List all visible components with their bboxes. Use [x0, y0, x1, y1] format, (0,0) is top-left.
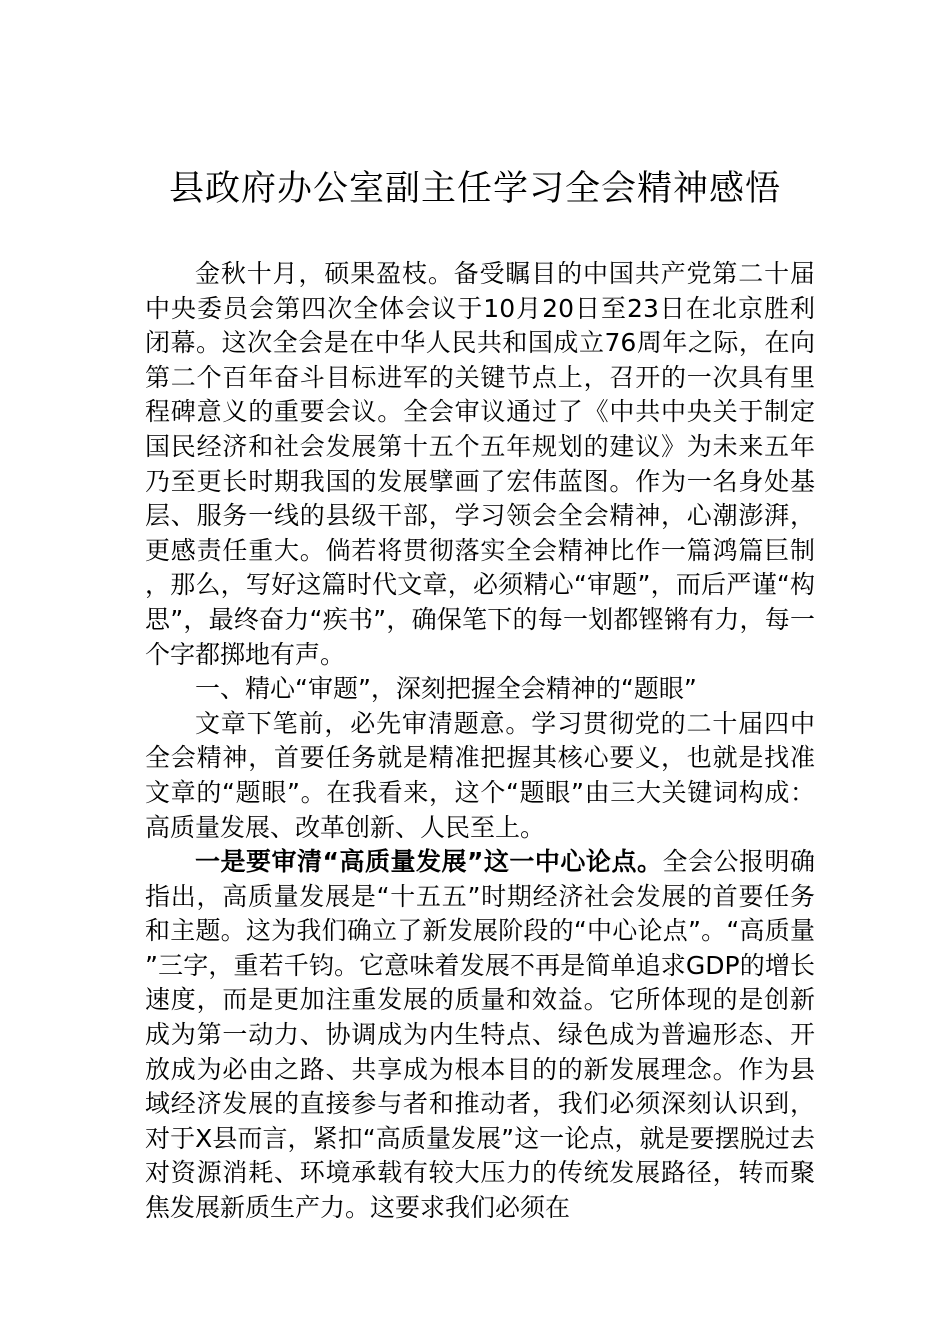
point-1-body: 全会公报明确指出，高质量发展是“十五五”时期经济社会发展的首要任务和主题。这为我们确立了新发展阶段的“中心论点”。“高质量”三字，重若千钧。它意味着发展不再是简单追求GDP的增长速度，而是更加注重发展的质量和效益。它所体现的是创新成为第一动力、协调成为内生特点、绿色成为普遍形态、开放成为必由之路、共享成为根本目的的新发展理念。作为县域经济发展的直接参与者和推动者，我们必须深刻认识到，对于X县而言，紧扣“高质量发展”这一论点，就是要摆脱过去对资源消耗、环境承载有较大压力的传统发展路径，转而聚焦发展新质生产力。这要求我们必须在 [145, 847, 815, 1223]
section-1-paragraph: 文章下笔前，必先审清题意。学习贯彻党的二十届四中全会精神，首要任务就是精准把握其核心要义，也就是找准文章的“题眼”。在我看来，这个“题眼”由三大关键词构成：高质量发展、改革创新、人民至上。 [145, 708, 815, 842]
section-1-heading: 一、精心“审题”，深刻把握全会精神的“题眼” [195, 674, 697, 704]
point-1-paragraph [145, 845, 815, 1226]
point-1-lead: 一是要审清“高质量发展”这一中心论点。 [195, 847, 663, 877]
intro-paragraph: 金秋十月，硕果盈枝。备受瞩目的中国共产党第二十届中央委员会第四次全体会议于10月20日至23日在北京胜利闭幕。这次全会是在中华人民共和国成立76周年之际，在向第二个百年奋斗目标进军的关键节点上，召开的一次具有里程碑意义的重要会议。全会审议通过了《中共中央关于制定国民经济和社会发展第十五个五年规划的建议》为未来五年乃至更长时期我国的发展擘画了宏伟蓝图。作为一名身处基层、服务一线的县级干部，学习领会全会精神，心潮澎湃，更感责任重大。倘若将贯彻落实全会精神比作一篇鸿篇巨制，那么，写好这篇时代文章，必须精心“审题”，而后严谨“构思”，最终奋力“疾书”，确保笔下的每一划都铿锵有力，每一个字都掷地有声。 [145, 259, 815, 669]
document-title: 县政府办公室副主任学习全会精神感悟 [168, 169, 781, 209]
document-body [145, 257, 815, 1226]
